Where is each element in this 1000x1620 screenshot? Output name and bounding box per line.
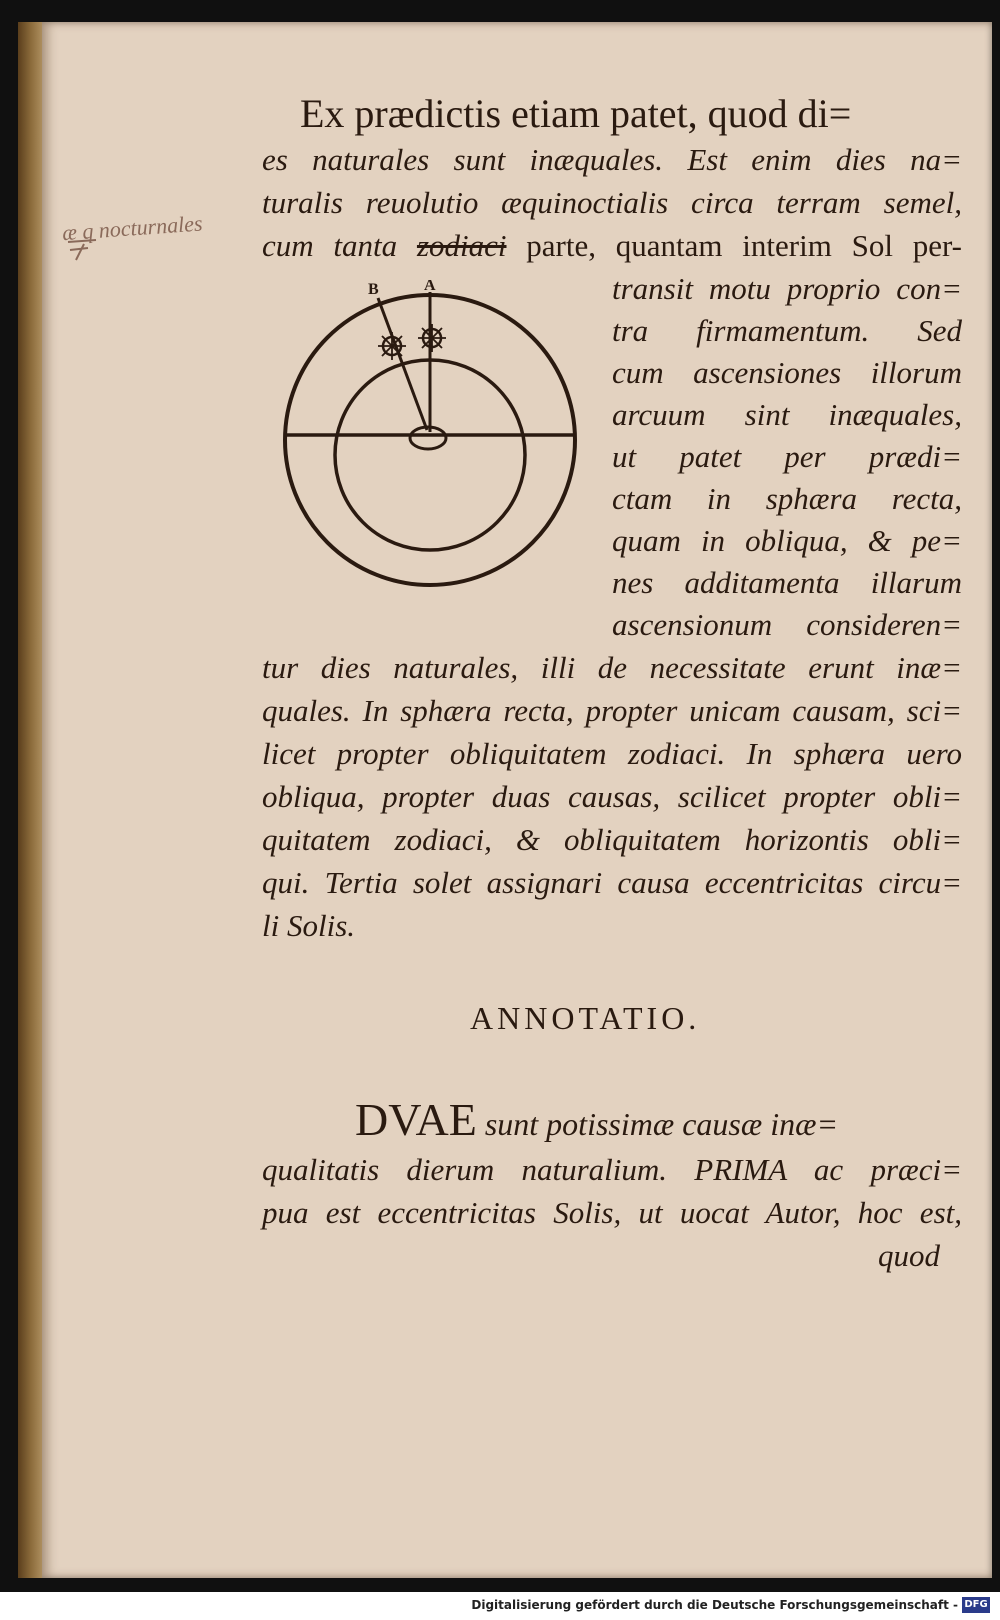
section-heading: ANNOTATIO. xyxy=(470,1000,701,1036)
text-line: licet propter obliquitatem zodiaci. In sphæra uero xyxy=(262,736,962,771)
dfg-logo-icon: DFG xyxy=(962,1597,990,1613)
drop-initial: DVAE xyxy=(355,1094,477,1145)
text-line: tra firmamentum. Sed xyxy=(612,313,962,348)
text-line: qui. Tertia solet assignari causa eccentricitas circu= xyxy=(262,865,962,900)
text-line: obliqua, propter duas causas, scilicet propter obli= xyxy=(262,779,962,814)
text-line: tur dies naturales, illi de necessitate erunt inæ= xyxy=(262,650,962,685)
text-fragment: sunt potissimæ causæ inæ= xyxy=(476,1106,839,1142)
text-line: ascensionum consideren= xyxy=(612,607,962,642)
text-fragment: parte, quantam interim Sol per- xyxy=(506,228,963,263)
diagram-label-b: B xyxy=(368,281,379,298)
text-line: es naturales sunt inæquales. Est enim dies na= xyxy=(262,142,962,177)
text-line: cum ascensiones illorum xyxy=(612,355,962,390)
opening-line: Ex prædictis etiam patet, quod di= xyxy=(300,91,852,136)
annotation-opening-line xyxy=(355,1092,838,1152)
text-line-with-strike xyxy=(262,224,962,267)
text-line: nes additamenta illarum xyxy=(612,565,962,600)
struck-word: zodiaci xyxy=(416,228,507,263)
text-line: pua est eccentricitas Solis, ut uocat Autor, hoc est, xyxy=(262,1195,962,1230)
text-line-last: li Solis. xyxy=(262,908,356,943)
text-line: turalis reuolutio æquinoctialis circa terram semel, xyxy=(262,185,962,220)
text-line: quales. In sphæra recta, propter unicam causam, sci= xyxy=(262,693,962,728)
footer-credit: Digitalisierung gefördert durch die Deutsche Forschungsgemeinschaft - xyxy=(471,1598,958,1612)
sun-icon xyxy=(378,332,406,360)
margin-bracket-mark xyxy=(66,238,126,262)
text-line: quitatem zodiaci, & obliquitatem horizontis obli= xyxy=(262,822,962,857)
text-line: ut patet per prædi= xyxy=(612,439,962,474)
circle-diagram xyxy=(280,280,600,610)
text-line: ctam in sphæra recta, xyxy=(612,481,962,516)
catchword: quod xyxy=(878,1238,940,1273)
sun-icon xyxy=(418,324,446,352)
text-line: transit motu proprio con= xyxy=(612,271,962,306)
footer-bar xyxy=(0,1592,1000,1620)
text-line: quam in obliqua, & pe= xyxy=(612,523,962,558)
diagram-label-a: A xyxy=(424,280,436,294)
marginal-annotation: æ q nocturnales xyxy=(61,210,204,246)
text-line: qualitatis dierum naturalium. PRIMA ac præci= xyxy=(262,1152,962,1187)
text-fragment: cum tanta xyxy=(262,228,417,263)
text-line: arcuum sint inæquales, xyxy=(612,397,962,432)
